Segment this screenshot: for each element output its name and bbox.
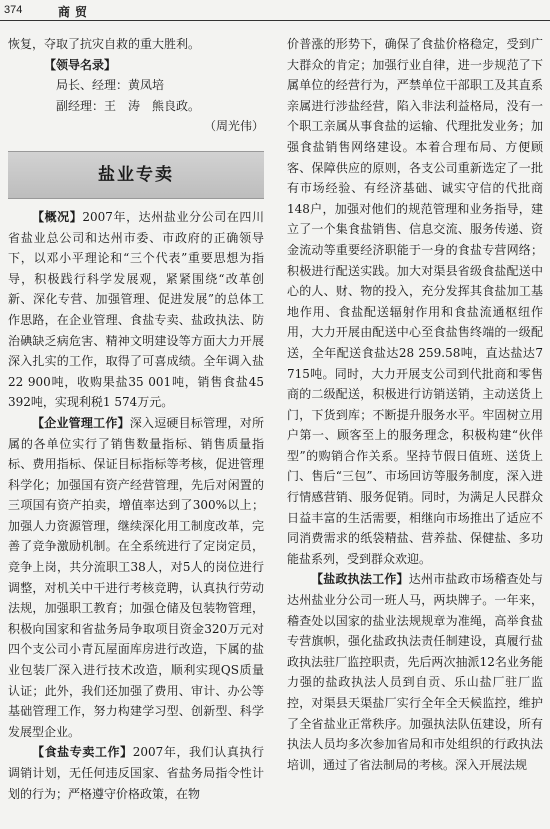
section-banner bbox=[8, 151, 264, 199]
left-column bbox=[8, 34, 264, 804]
page-header bbox=[0, 0, 550, 24]
management-text: 深入逗硬目标管理，对所属的各单位实行了销售数量指标、销售质量指标、费用指标、保证目标指标等考核，促进管理科学化；加强国有资产经营管理，先后对闲置的三项国有资产拍卖，增值率达到了300%以上；加强人力资源管理，继续深化用工制度改革，完善了竞争激励机制。在全系统进行了定岗定员，竞争上岗，共分流职工38人，对5人的岗位进行调整，对机关中干进行考核竞聘，认真执行劳动法规，加强职工教育；加强仓储及包装物管理，积极向国家和省盐务局争取项目资金320万元对四个支公司小青瓦屋面库房进行改造，下属的盐业包装厂深入进行技术改造，顺利实现QS质量认证；此外，我们还加强了费用、审计、办公等基础管理工作，努力构建学习型、创新型、科学发展型企业。 bbox=[8, 415, 264, 739]
leader-list-title: 【领导名录】 bbox=[44, 57, 117, 72]
section-name: 商贸 bbox=[58, 5, 93, 19]
salt-paragraph bbox=[8, 742, 264, 804]
salt-text: 2007年，我们认真执行调销计划，无任何违反国家、省盐务局指令性计划的行为；严格遵守价格政策，在物 bbox=[8, 745, 264, 801]
header-rule bbox=[0, 20, 550, 21]
law-tag: 【盐政执法工作】 bbox=[311, 572, 409, 587]
management-tag: 【企业管理工作】 bbox=[32, 415, 130, 430]
overview-text: 2007年，达州盐业分公司在四川省盐业总公司和达州市委、市政府的正确领导下，以邓小平理论和“三个代表”重要思想为指导，积极践行科学发展观，紧紧围绕“改革创新、深化专营、加强管理、促进发展”的总体工作思路，在企业管理、食盐专卖、盐政执法、防治碘缺乏病危害、精神文明建设等方面大力开展深入扎实的工作，取得了可喜成绩。全年调入盐22 900吨，收购果盐35 001吨，销售食盐45 392吨，实现利税1 574万元。 bbox=[8, 209, 264, 410]
page-number: 374 bbox=[4, 4, 23, 16]
intro-tail: 恢复，夺取了抗灾自救的重大胜利。 bbox=[8, 37, 201, 51]
law-paragraph bbox=[287, 569, 543, 775]
overview-tag: 【概况】 bbox=[32, 209, 83, 224]
leader-entry: 局长、经理：黄凤培 bbox=[56, 78, 165, 93]
salt-tag: 【食盐专卖工作】 bbox=[32, 745, 133, 760]
banner-title: 盐业专卖 bbox=[98, 164, 174, 185]
author-note: （周光伟） bbox=[203, 119, 264, 134]
management-paragraph bbox=[8, 413, 264, 743]
law-text: 达州市盐政市场稽查处与达州盐业分公司一班人马，两块牌子。一年来，稽查处以国家的盐业法规规章为准绳，高举食盐专营旗帜，强化盐政执法责任制建设，真履行盐政执法驻厂监控职责，先后两次抽派12名业务能力强的盐政执法人员到自贡、乐山盐厂驻厂监控，对渠县天渠盐厂实行全年全天候监控，维护了全省盐业正常秩序。加强执法队伍建设，所有执法人员均多次参加省局和市处组织的行政执法培训，通过了省法制局的考核。深入开展法规 bbox=[287, 572, 543, 772]
salt-continued: 价普涨的形势下，确保了食盐价格稳定，受到广大群众的肯定；加强行业自律，进一步规范了下属单位的经营行为，严禁单位干部职工及其直系亲属进行涉盐经营，陷入非法利益格局，没有一个职工亲属从事食盐的运输、代理批发业务；加强食盐销售网络建设。本着合理布局、方便顾客、保障供应的原则，各支公司重新选定了一批有市场经验、有经济基础、诚实守信的代批商148户，加强对他们的规范管理和业务指导，建立了一个集食盐销售、信息交流、服务传递、资金流动等重要经济职能于一身的食盐专营网络；积极进行配送实践。加大对渠县省级食盐配送中心的人、财、物的投入，充分发挥其食盐加工基地作用、食盐配送辐射作用和食盐流通枢纽作用，大力开展由配送中心至食盐售终端的一级配送，全年配送食盐达28 259.58吨，直达盐达7 715吨。同时，大力开展支公司到代批商和零售商的二级配送，积极进行访销送销，主动送货上门，下货到库；不断提升服务水平。牢固树立用户第一、顾客至上的服务理念，积极构建“伙伴型”的购销合作关系。坚持节假日值班、送货上门、售后“三包”、市场回访等服务制度，深入进行情感营销、服务促销。同时，为满足人民群众日益丰富的生活需要，相继向市场推出了适应不同消费需求的纸袋精盐、营养盐、保健盐、多功能盐系列，受到群众欢迎。 bbox=[287, 37, 543, 566]
leader-entry: 副经理：王 涛 熊良政。 bbox=[56, 98, 201, 113]
right-column bbox=[287, 34, 543, 775]
overview-paragraph bbox=[8, 207, 264, 413]
